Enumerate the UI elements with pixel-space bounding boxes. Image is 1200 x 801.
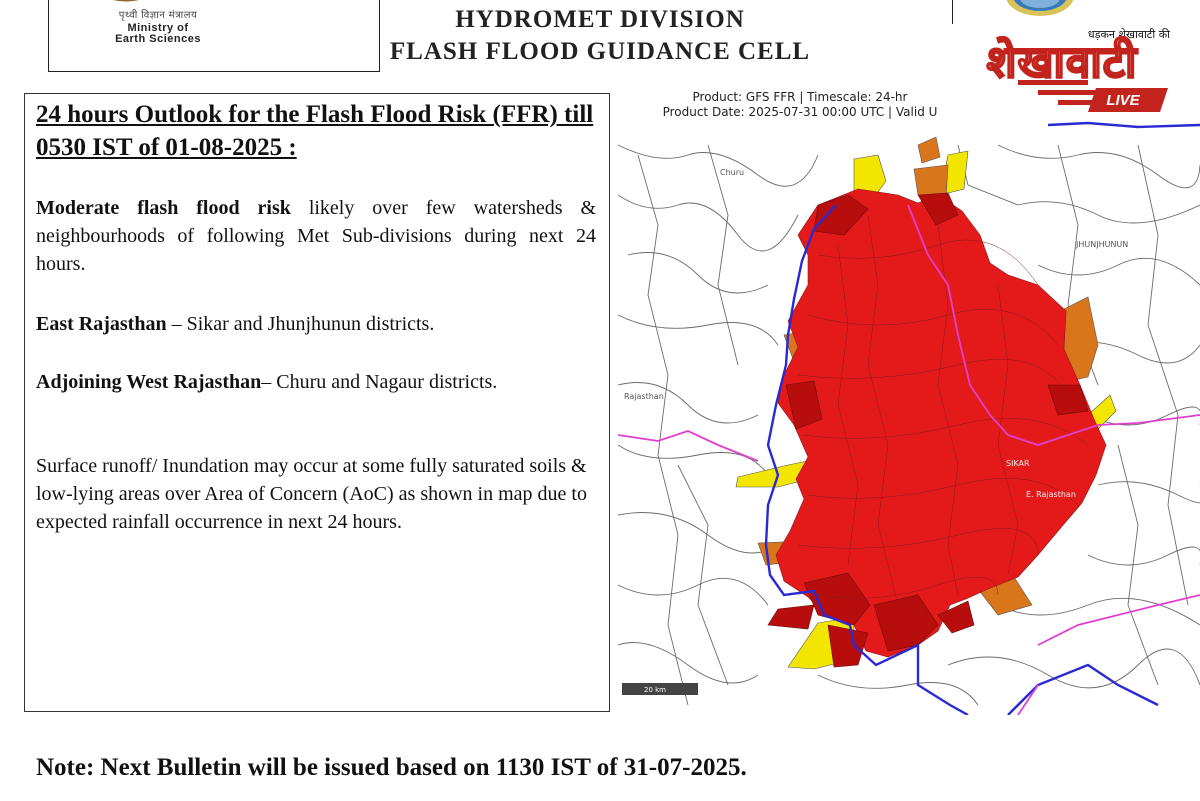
risk-paragraph <box>36 194 596 278</box>
west-rajasthan-label: Adjoining West Rajasthan <box>36 371 262 393</box>
division-title: HYDROMET DIVISION <box>455 6 745 33</box>
east-rajasthan-paragraph <box>36 310 596 338</box>
bulletin-panel <box>24 93 610 712</box>
label-churu: Churu <box>720 168 745 177</box>
ministry-name-line2: Earth Sciences <box>115 33 201 45</box>
scale-bar-label: 20 km <box>644 686 667 694</box>
logo-name: शेखावाटी <box>986 37 1138 88</box>
map-product-line1: Product: GFS FFR | Timescale: 24-hr <box>692 90 908 104</box>
risk-description: likely over few watersheds & neighbourhoods of following Met Sub-divisions during next 24 hours. <box>36 197 597 275</box>
ministry-name-line1: Ministry of <box>127 22 189 34</box>
logo-tagline: धड़कन शेखावाटी की <box>1087 28 1170 41</box>
next-bulletin-note: Note: Next Bulletin will be issued based on 1130 IST of 31-07-2025. <box>36 754 747 781</box>
runoff-paragraph: Surface runoff/ Inundation may occur at some fully saturated soils & low-lying areas over Area of Concern (AoC) as shown in map due to expected rainfall occurrence in next 24 hours. <box>36 455 587 533</box>
map-product-line2: Product Date: 2025-07-31 00:00 UTC | Valid U <box>662 105 938 119</box>
west-rajasthan-districts: – Churu and Nagaur districts. <box>261 371 498 393</box>
outlook-title: 24 hours Outlook for the Flash Flood Risk (FFR) till 0530 IST of 01-08-2025 : <box>36 101 594 161</box>
flash-flood-risk-map <box>618 85 1200 715</box>
east-rajasthan-districts: – Sikar and Jhunjhunun districts. <box>166 313 435 335</box>
live-badge: LIVE <box>1106 92 1140 109</box>
west-rajasthan-paragraph <box>36 368 596 396</box>
ministry-name-hindi: पृथ्वी विज्ञान मंत्रालय <box>118 10 198 21</box>
label-jhunjhunun: JHUNJHUNUN <box>1076 240 1129 249</box>
page-title <box>380 4 820 68</box>
map-product-info <box>640 90 960 120</box>
ministry-name <box>78 10 238 45</box>
risk-level: Moderate flash flood risk <box>36 197 291 219</box>
label-e-rajasthan: E. Rajasthan <box>1026 490 1076 499</box>
east-rajasthan-label: East Rajasthan <box>36 313 167 335</box>
label-rajasthan-west: Rajasthan <box>624 392 664 401</box>
ministry-emblem-icon <box>96 0 156 6</box>
cell-title: FLASH FLOOD GUIDANCE CELL <box>389 38 811 65</box>
imd-emblem-icon <box>1002 0 1078 20</box>
label-sikar: SIKAR <box>1006 459 1030 468</box>
